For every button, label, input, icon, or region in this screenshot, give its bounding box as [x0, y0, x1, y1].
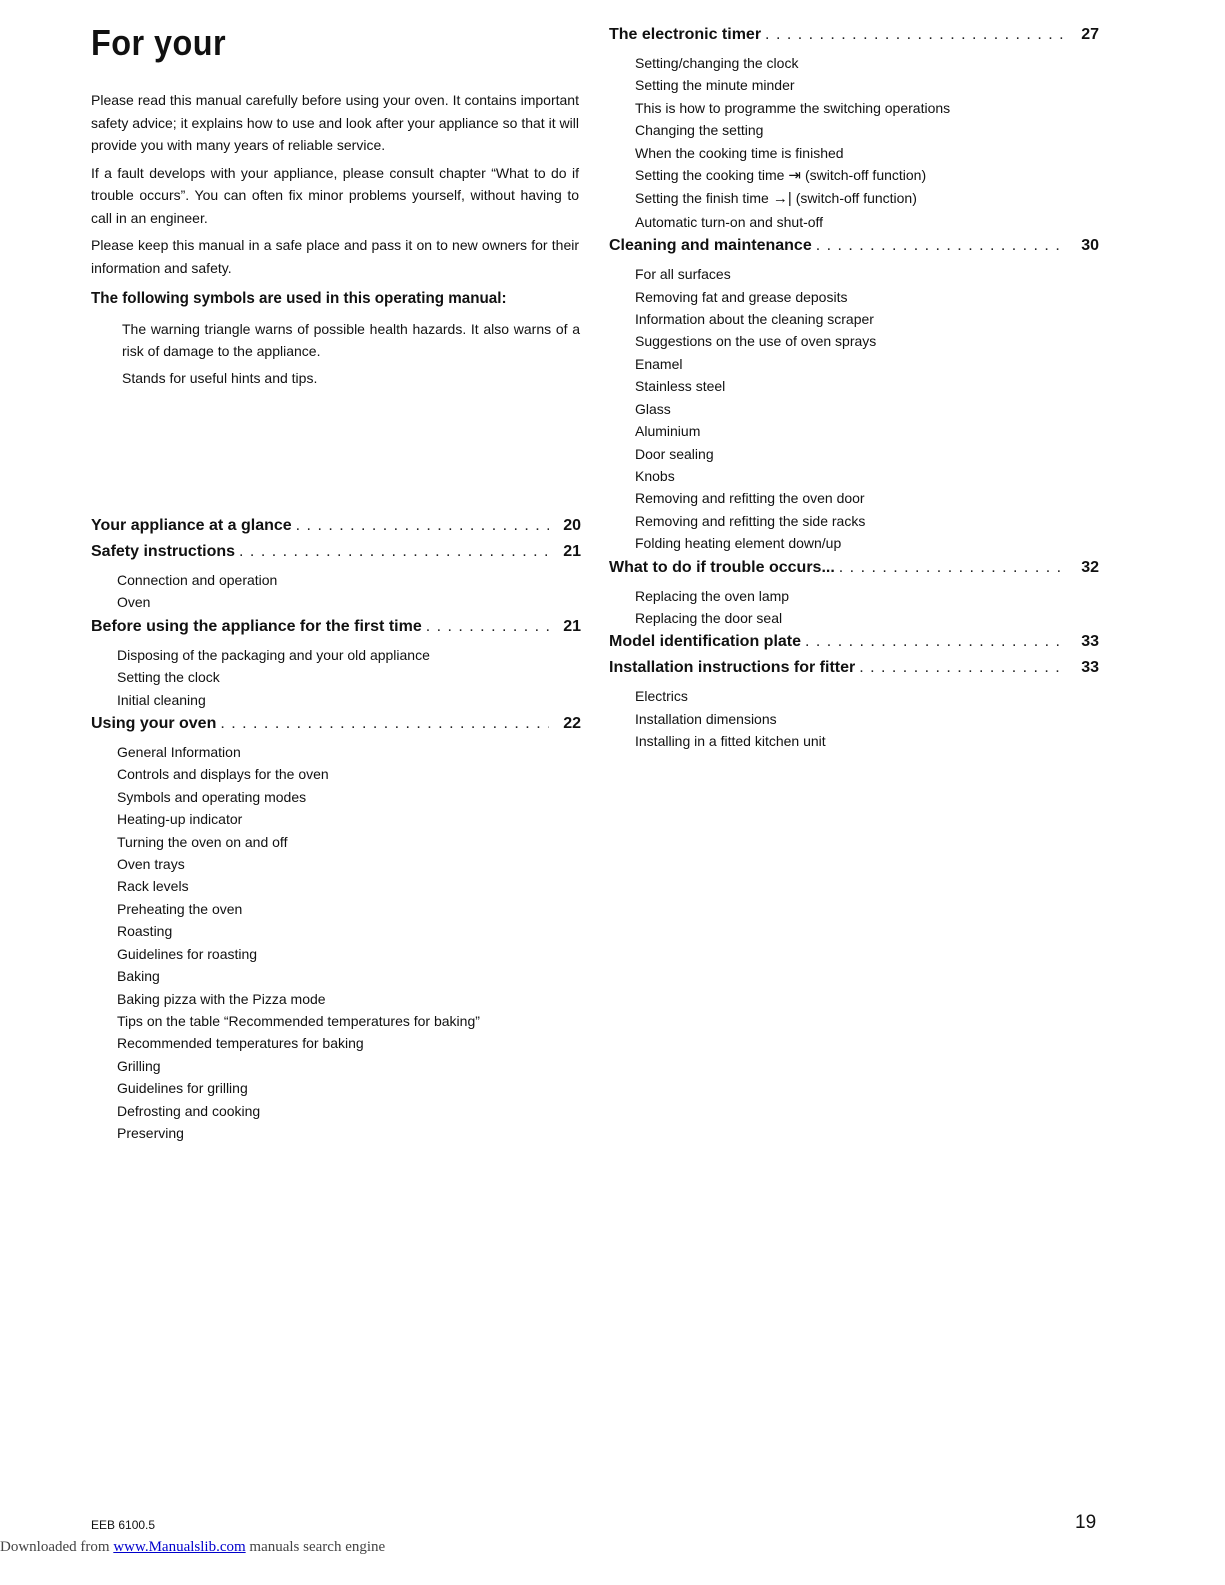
warning-symbol-text: The warning triangle warns of possible health hazards. It also warns of a risk of damage to the appliance. — [122, 321, 580, 359]
toc-entry[interactable] — [609, 633, 1099, 659]
toc-subitem[interactable] — [635, 510, 1099, 532]
toc-subitem-label: Roasting — [117, 923, 173, 940]
toc-subitem[interactable] — [635, 263, 1099, 285]
toc-subitem[interactable] — [635, 353, 1099, 375]
toc-subitem-label: Preserving — [117, 1124, 184, 1141]
toc-subitem[interactable] — [635, 685, 1099, 707]
toc-subitem-label: Oven trays — [117, 856, 185, 873]
toc-subitem-label: Setting/changing the clock — [635, 55, 799, 71]
toc-entry-title: Your appliance at a glance — [91, 517, 292, 534]
download-suffix: manuals search engine — [249, 1539, 386, 1555]
toc-entry[interactable] — [609, 659, 1099, 685]
toc-section-what-to-do-if-trouble-occurs — [609, 559, 1099, 630]
toc-page-number: 33 — [1081, 633, 1099, 651]
toc-entry[interactable] — [91, 618, 581, 644]
toc-entry-title: Before using the appliance for the first time — [91, 617, 422, 635]
toc-dot-leader — [296, 517, 549, 535]
toc-section-cleaning-and-maintenance — [609, 237, 1099, 554]
toc-subitem[interactable] — [635, 487, 1099, 509]
toc-page-number: 21 — [563, 543, 581, 560]
toc-subitem[interactable] — [117, 689, 581, 711]
toc-subitem-label: Preheating the oven — [117, 900, 243, 917]
toc-entry-title: The electronic timer — [609, 26, 762, 43]
toc-subitem-label: Enamel — [635, 355, 683, 372]
toc-subitem[interactable] — [117, 1077, 581, 1099]
toc-subitem-label: Turning the oven on and off — [117, 833, 288, 850]
toc-left-column — [91, 517, 581, 1148]
toc-subitem-label: This is how to programme the switching operations — [635, 99, 951, 116]
toc-subitem-label: Knobs — [635, 467, 675, 484]
toc-subitem[interactable] — [635, 211, 1099, 233]
intro-paragraph: If a fault develops with your appliance, please consult chapter “What to do if trouble occurs”. You can often fix minor problems yourself, without having to call in an engineer. — [91, 164, 579, 226]
toc-subitem-label: Heating-up indicator — [117, 811, 243, 828]
toc-dot-leader — [765, 26, 1067, 44]
toc-subitem-label: Replacing the oven lamp — [635, 587, 790, 604]
toc-subitem-label: Oven — [117, 594, 151, 611]
cooking-time-icon: ⇥ — [788, 167, 801, 185]
toc-subitem-label: Grilling — [117, 1057, 161, 1074]
toc-subitem-label: Setting the minute minder — [635, 77, 795, 94]
download-notice — [0, 1539, 385, 1556]
toc-subitems — [609, 685, 1099, 752]
toc-subitem[interactable] — [635, 708, 1099, 730]
toc-subitem-label: Automatic turn-on and shut-off — [635, 213, 824, 230]
toc-subitems — [91, 644, 581, 711]
toc-subitem-label: Glass — [635, 400, 671, 417]
toc-entry[interactable] — [91, 517, 581, 543]
toc-subitem-label: Removing and refitting the side racks — [635, 512, 866, 529]
toc-subitems — [609, 585, 1099, 630]
toc-section-before-using-the-appliance-for-the-first-time — [91, 618, 581, 711]
toc-subitem-label: Information about the cleaning scraper — [635, 311, 874, 328]
toc-subitem[interactable] — [117, 666, 581, 688]
toc-subitem-label: Baking — [117, 968, 160, 985]
download-prefix: Downloaded from — [0, 1539, 110, 1555]
toc-section-the-electronic-timer — [609, 26, 1099, 233]
toc-subitem[interactable] — [117, 644, 581, 666]
toc-subitems — [609, 52, 1099, 233]
toc-entry-title: Safety instructions — [91, 543, 236, 560]
toc-entry[interactable] — [609, 237, 1099, 263]
toc-subitem[interactable] — [635, 74, 1099, 96]
toc-subitem-label: For all surfaces — [635, 266, 731, 283]
toc-subitem-label: Baking pizza with the Pizza mode — [117, 990, 326, 1007]
toc-entry-title: Using your oven — [91, 715, 217, 733]
toc-subitem-label: General Information — [117, 744, 241, 761]
toc-page-number: 32 — [1081, 558, 1099, 576]
toc-subitem[interactable] — [635, 286, 1099, 308]
toc-dot-leader — [220, 715, 549, 733]
toc-subitem-label: Controls and displays for the oven — [117, 766, 329, 783]
toc-entry[interactable] — [91, 543, 581, 569]
page-number: 19 — [1075, 1512, 1097, 1533]
tip-symbol-text: Stands for useful hints and tips. — [122, 370, 318, 386]
toc-subitem-label: Changing the setting — [635, 122, 764, 139]
toc-dot-leader — [239, 543, 549, 561]
toc-subitem[interactable] — [635, 443, 1099, 465]
toc-dot-leader — [426, 618, 549, 636]
toc-page-number: 33 — [1081, 659, 1099, 677]
toc-subitem-label: Aluminium — [635, 423, 701, 440]
toc-subitem[interactable] — [635, 532, 1099, 554]
toc-subitem[interactable] — [117, 1032, 581, 1054]
toc-subitem[interactable] — [635, 585, 1099, 607]
intro-text — [91, 89, 579, 284]
manualslib-link[interactable]: www.Manualslib.com — [113, 1539, 246, 1555]
toc-subitem-label: Guidelines for roasting — [117, 945, 258, 962]
toc-subitem-label: Setting the cooking time — [635, 167, 785, 184]
toc-subitem-label: Symbols and operating modes — [117, 788, 307, 805]
toc-subitem-label: Rack levels — [117, 878, 189, 895]
toc-subitem[interactable] — [117, 920, 581, 942]
toc-subitem[interactable] — [117, 1010, 581, 1032]
toc-subitem[interactable] — [117, 988, 581, 1010]
toc-subitem[interactable] — [635, 142, 1099, 164]
toc-subitem-label: Initial cleaning — [117, 691, 206, 708]
symbols-list — [122, 318, 580, 394]
toc-section-your-appliance-at-a-glance — [91, 517, 581, 543]
toc-subitem[interactable] — [117, 965, 581, 987]
toc-subitem-label: Guidelines for grilling — [117, 1080, 248, 1097]
toc-subitem[interactable] — [635, 607, 1099, 629]
toc-subitem[interactable] — [635, 187, 1099, 210]
toc-section-safety-instructions — [91, 543, 581, 614]
model-number: EEB 6100.5 — [91, 1518, 156, 1532]
toc-entry-title: What to do if trouble occurs... — [609, 558, 835, 576]
toc-entry[interactable] — [609, 559, 1099, 585]
toc-dot-leader — [859, 659, 1067, 677]
toc-subitem[interactable] — [117, 569, 581, 591]
toc-subitem[interactable] — [117, 898, 581, 920]
toc-subitem[interactable] — [635, 375, 1099, 397]
toc-subitem[interactable] — [635, 330, 1099, 352]
toc-subitem-label: When the cooking time is finished — [635, 144, 844, 161]
toc-subitem[interactable] — [635, 308, 1099, 330]
page-title: For your — [91, 22, 227, 63]
switch-off-function-note: (switch-off function) — [805, 167, 927, 184]
toc-subitem[interactable] — [635, 52, 1099, 74]
toc-subitem[interactable] — [117, 853, 581, 875]
toc-subitem[interactable] — [635, 465, 1099, 487]
toc-subitem[interactable] — [117, 875, 581, 897]
toc-page-number: 21 — [563, 617, 581, 635]
toc-subitem-label: Electrics — [635, 688, 688, 705]
toc-entry[interactable] — [91, 715, 581, 741]
switch-off-function-note: (switch-off function) — [795, 190, 917, 207]
toc-subitem[interactable] — [635, 730, 1099, 752]
toc-subitem[interactable] — [117, 741, 581, 763]
toc-subitem[interactable] — [117, 1100, 581, 1122]
toc-subitem-label: Setting the finish time — [635, 190, 769, 207]
toc-subitem-label: Recommended temperatures for baking — [117, 1035, 364, 1052]
toc-subitem[interactable] — [117, 808, 581, 830]
toc-subitem[interactable] — [117, 786, 581, 808]
toc-dot-leader — [805, 633, 1067, 651]
toc-subitem[interactable] — [117, 1122, 581, 1144]
toc-page-number: 27 — [1081, 26, 1099, 43]
finish-time-icon: →| — [772, 190, 792, 208]
toc-entry[interactable] — [609, 26, 1099, 52]
toc-subitem[interactable] — [117, 943, 581, 965]
toc-subitem-label: Replacing the door seal — [635, 609, 783, 626]
toc-subitem-label: Suggestions on the use of oven sprays — [635, 333, 877, 350]
toc-subitems — [91, 741, 581, 1144]
toc-subitem[interactable] — [635, 164, 1099, 187]
toc-page-number: 30 — [1081, 237, 1099, 255]
toc-subitem-label: Removing and refitting the oven door — [635, 490, 865, 507]
toc-page-number: 22 — [563, 715, 581, 733]
toc-subitem-label: Stainless steel — [635, 378, 726, 395]
toc-subitems — [609, 263, 1099, 554]
toc-subitem-label: Setting the clock — [117, 669, 220, 686]
toc-subitem[interactable] — [635, 398, 1099, 420]
toc-page-number: 20 — [563, 517, 581, 534]
toc-entry-title: Model identification plate — [609, 633, 802, 651]
toc-subitem-label: Connection and operation — [117, 572, 278, 588]
toc-right-column — [609, 26, 1099, 757]
toc-section-model-identification-plate — [609, 633, 1099, 659]
toc-subitem-label: Installation dimensions — [635, 710, 777, 727]
toc-subitem-label: Door sealing — [635, 445, 714, 462]
toc-subitem[interactable] — [635, 97, 1099, 119]
toc-subitem[interactable] — [635, 119, 1099, 141]
toc-dot-leader — [816, 237, 1067, 255]
toc-subitem-label: Folding heating element down/up — [635, 535, 842, 552]
toc-subitem-label: Removing fat and grease deposits — [635, 288, 848, 305]
toc-section-installation-instructions-for-fitter — [609, 659, 1099, 752]
toc-subitem[interactable] — [117, 591, 581, 613]
toc-subitem-label: Defrosting and cooking — [117, 1102, 261, 1119]
toc-subitem-label: Installing in a fitted kitchen unit — [635, 733, 826, 750]
toc-section-using-your-oven — [91, 715, 581, 1144]
toc-subitem[interactable] — [117, 1055, 581, 1077]
toc-subitem-label: Disposing of the packaging and your old appliance — [117, 646, 430, 663]
toc-subitem[interactable] — [117, 763, 581, 785]
toc-subitem[interactable] — [635, 420, 1099, 442]
intro-paragraph: Please keep this manual in a safe place and pass it on to new owners for their information and safety. — [91, 237, 579, 276]
toc-subitems — [91, 569, 581, 614]
toc-entry-title: Cleaning and maintenance — [609, 237, 812, 255]
intro-paragraph: Please read this manual carefully before using your oven. It contains important safety advice; it explains how to use and look after your appliance so that it will provide you with many years of reliable service. — [91, 92, 579, 153]
toc-dot-leader — [839, 559, 1067, 577]
toc-entry-title: Installation instructions for fitter — [609, 659, 856, 677]
toc-subitem[interactable] — [117, 831, 581, 853]
toc-subitem-label: Tips on the table “Recommended temperatures for baking” — [117, 1012, 480, 1029]
symbols-heading: The following symbols are used in this operating manual: — [91, 290, 507, 307]
